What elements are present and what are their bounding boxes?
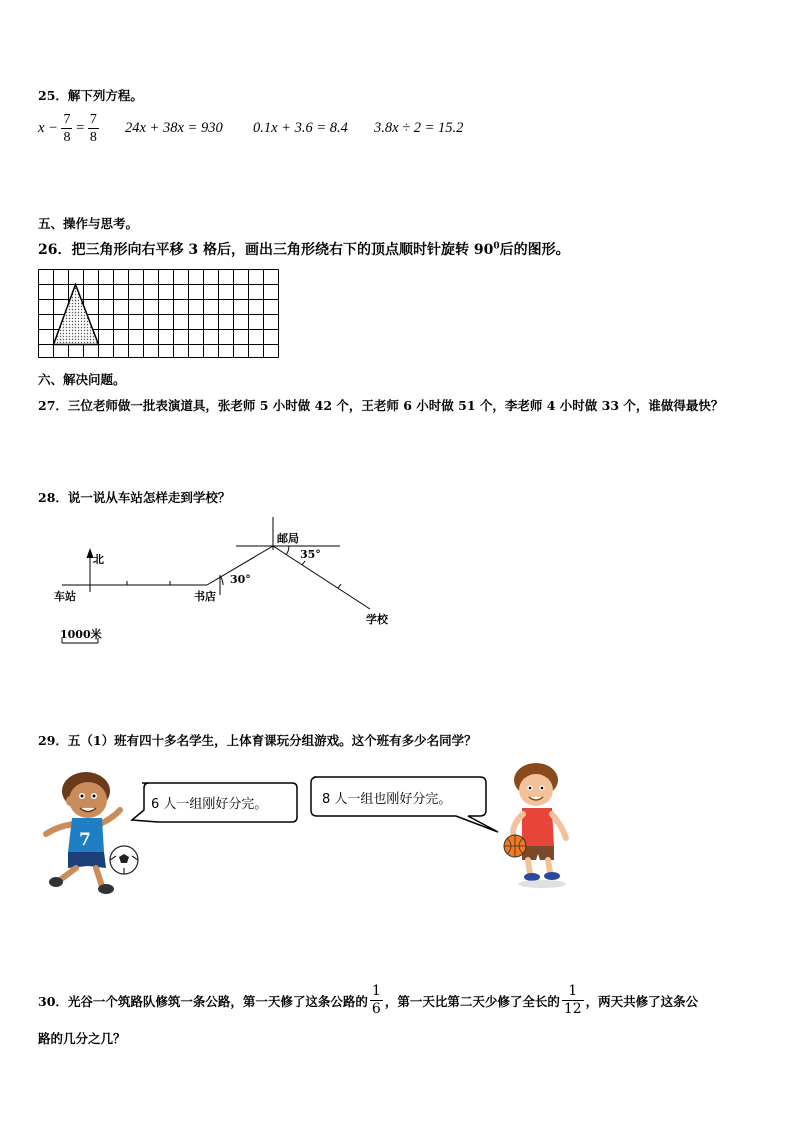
jersey-number: 7 xyxy=(79,830,91,850)
q30-line2: 路的几分之几？ xyxy=(38,1031,126,1046)
q28-title: 28．说一说从车站怎样走到学校？ xyxy=(38,490,231,505)
boy-face xyxy=(69,782,107,818)
angle-arc-35 xyxy=(286,546,289,555)
section-5-heading: 五、操作与思考。 xyxy=(38,216,139,231)
angle-arc-30 xyxy=(221,577,223,585)
boy2-face xyxy=(519,774,553,806)
label-bookstore: 书店 xyxy=(194,590,216,603)
q26-grid-figure xyxy=(38,269,280,360)
q27-text: 27．三位老师做一批表演道具，张老师 5 小时做 42 个，王老师 6 小时做 51 个，李老师 4 小时做 33 个，谁做得最快？ xyxy=(38,398,724,413)
bubble-right-text: 8 人一组也刚好分完。 xyxy=(322,792,452,807)
bubble-left-text: 6 人一组刚好分完。 xyxy=(151,797,268,812)
label-post-office: 邮局 xyxy=(277,532,299,545)
fraction-7-8-right: $\frac{7}{8}$ xyxy=(89,112,97,145)
fraction-7-8-left: $\frac{7}{8}$ xyxy=(63,112,71,145)
label-scale: 1000米 xyxy=(60,628,102,641)
boy-basketball-illustration xyxy=(496,760,580,892)
equation-2: 24x + 38x = 930 xyxy=(125,120,223,136)
equation-1: x − $\frac{7}{8}$ = $\frac{7}{8}$ xyxy=(38,112,97,145)
section-6-heading: 六、解决问题。 xyxy=(38,372,126,387)
label-station: 车站 xyxy=(54,590,76,603)
label-school: 学校 xyxy=(366,613,388,626)
label-angle-35: 35° xyxy=(300,548,321,561)
label-north: 北 xyxy=(93,553,104,566)
q25-title: 25．解下列方程。 xyxy=(38,88,143,103)
label-angle-30: 30° xyxy=(230,573,251,586)
q30-line1: 30．光谷一个筑路队修筑一条公路，第一天修了这条公路的 $\frac{1}{6}$ ，第一天比第二天少修了全长的 $\frac{1}{12}$ ，两天共修了这条公 xyxy=(38,983,699,1017)
q26-text: 26．把三角形向右平移 3 格后，画出三角形绕右下的顶点顺时针旋转 $90^0$后的图形。 xyxy=(38,241,570,258)
q29-title: 29．五（1）班有四十多名学生，上体育课玩分组游戏。这个班有多少名同学？ xyxy=(38,733,477,748)
fraction-1-6: $\frac{1}{6}$ xyxy=(371,983,381,1017)
equation-4: 3.8x ÷ 2 = 15.2 xyxy=(374,120,464,136)
road-post-school xyxy=(273,546,370,609)
fraction-1-12: $\frac{1}{12}$ xyxy=(563,983,582,1017)
equation-3: 0.1x + 3.6 = 8.4 xyxy=(253,120,348,136)
